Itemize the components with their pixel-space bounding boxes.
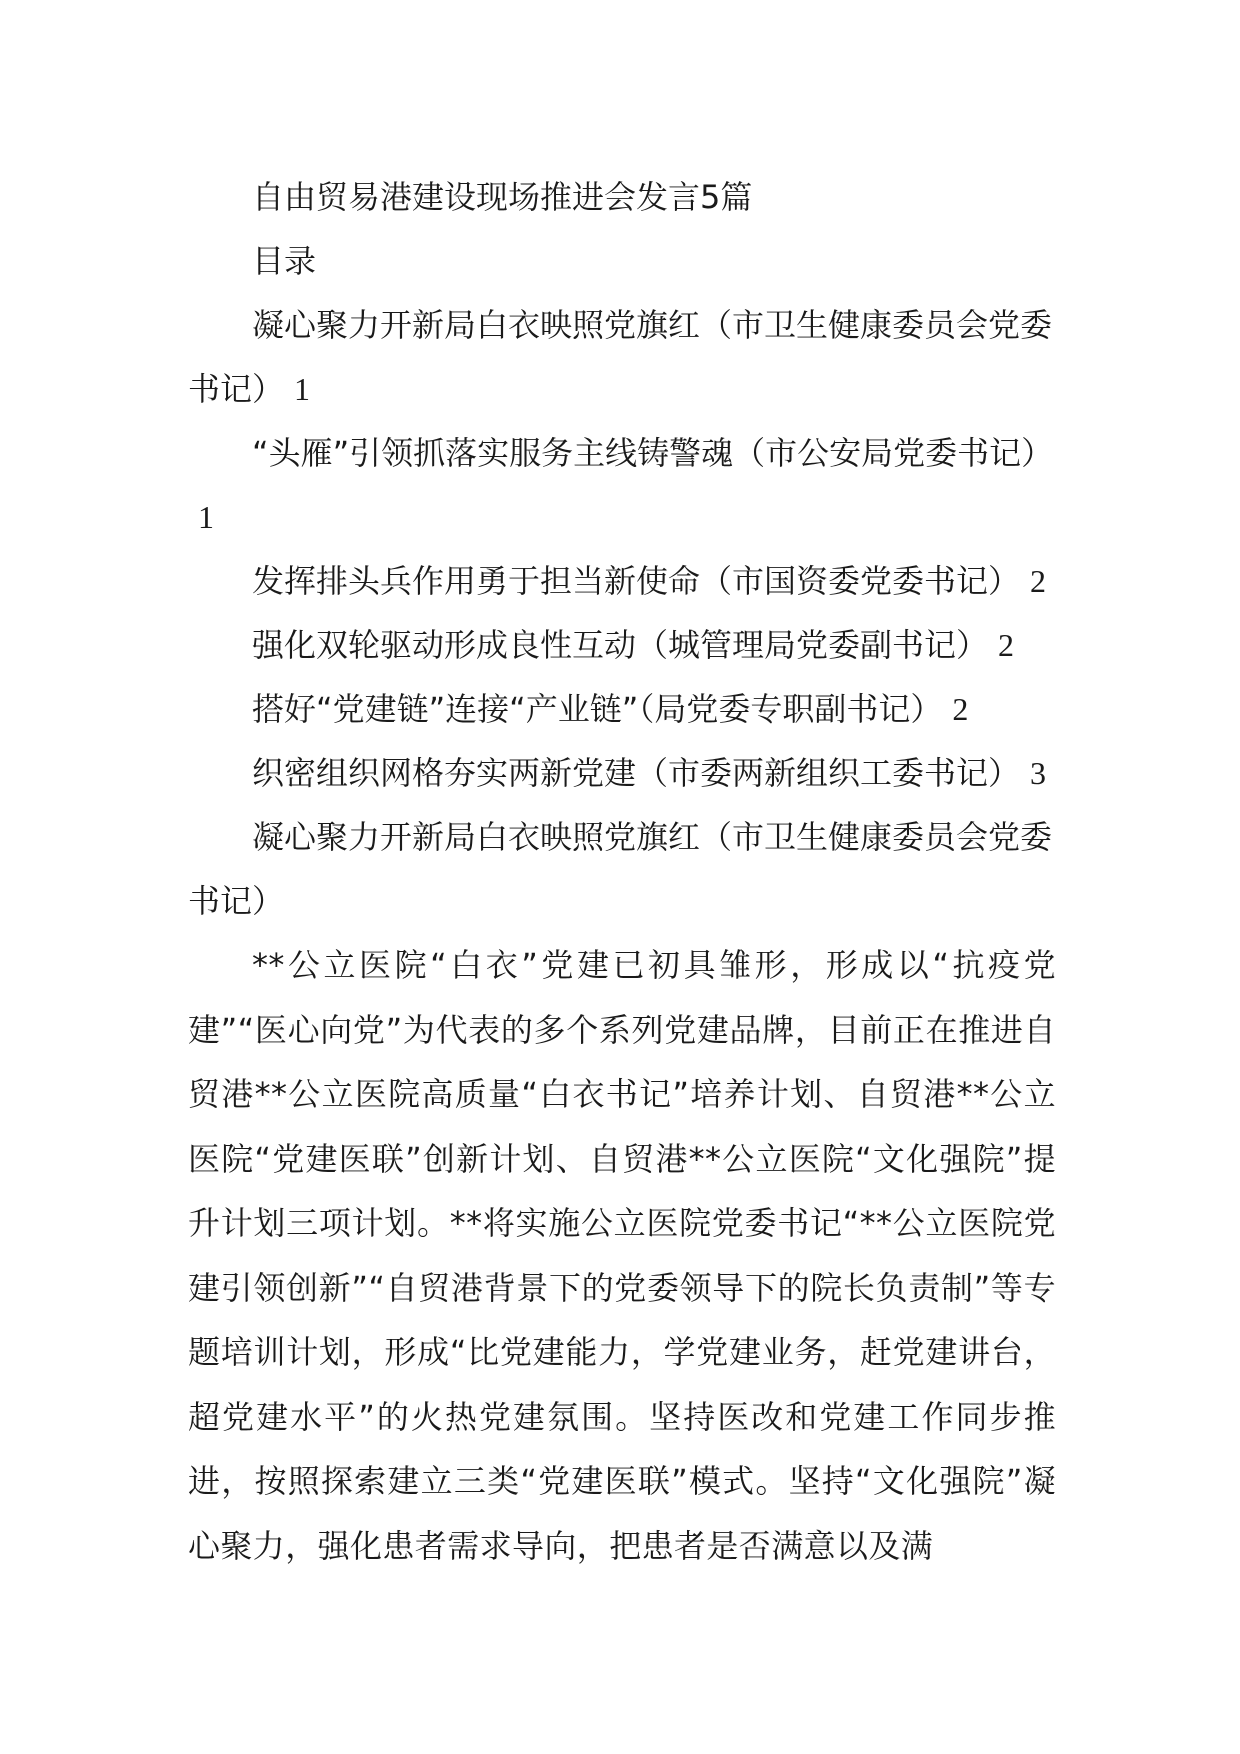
section-title: 凝心聚力开新局白衣映照党旗红（市卫生健康委员会党委书记） (188, 818, 1053, 920)
toc-item-page: 2 (998, 627, 1015, 663)
toc-item-page: 2 (952, 691, 969, 727)
document-title: 自由贸易港建设现场推进会发言5篇 (252, 178, 753, 216)
toc-item-page: 1 (198, 499, 214, 535)
toc-item-text: 发挥排头兵作用勇于担当新使命（市国资委党委书记） (252, 562, 1021, 600)
toc-item-text: 强化双轮驱动形成良性互动（城管理局党委副书记） (252, 626, 989, 664)
toc-item[interactable] (188, 613, 1056, 677)
toc-item[interactable] (188, 677, 1056, 741)
document-content (188, 165, 1056, 1578)
body-paragraph: **公立医院“白衣”党建已初具雏形，形成以“抗疫党建”“医心向党”为代表的多个系列党建品牌，目前正在推进自贸港**公立医院高质量“白衣书记”培养计划、自贸港**公立医院“党建医联”创新计划、自贸港**公立医院“文化强院”提升计划三项计划。**将实施公立医院党委书记“**公立医院党建引领创新”“自贸港背景下的党委领导下的院长负责制”等专题培训计划，形成“比党建能力，学党建业务，赶党建讲台，超党建水平”的火热党建氛围。坚持医改和党建工作同步推进，按照探索建立三类“党建医联”模式。坚持“文化强院”凝心聚力，强化患者需求导向，把患者是否满意以及满 (188, 946, 1056, 1565)
toc-item-page: 3 (1030, 755, 1047, 791)
toc-item-page: 2 (1030, 563, 1047, 599)
toc-item[interactable] (188, 421, 1056, 549)
table-of-contents (188, 293, 1056, 805)
toc-item[interactable] (188, 741, 1056, 805)
toc-item[interactable] (188, 293, 1056, 421)
toc-item-page: 1 (294, 371, 311, 407)
toc-heading: 目录 (252, 242, 317, 280)
toc-item-text: 搭好“党建链”连接“产业链”（局党委专职副书记） (252, 690, 943, 728)
toc-item-text: “头雁”引领抓落实服务主线铸警魂（市公安局党委书记） (252, 434, 1054, 472)
toc-item[interactable] (188, 549, 1056, 613)
toc-item-text: 织密组织网格夯实两新党建（市委两新组织工委书记） (252, 754, 1021, 792)
toc-item-text: 凝心聚力开新局白衣映照党旗红（市卫生健康委员会党委书记） (188, 306, 1053, 408)
